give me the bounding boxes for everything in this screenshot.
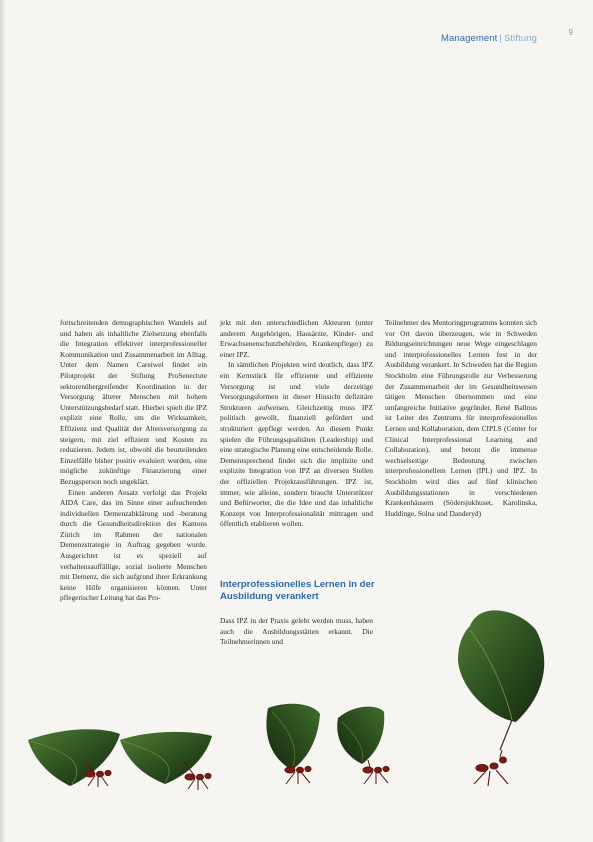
leaf-icon	[266, 704, 320, 770]
paragraph: Teilnehmer des Mentoringprogramms konnten sich vor Ort davon überzeugen, wie in Schweden Bildungseinrichtungen neue Wege eingeschlagen und interprofessionelles Lernen fest in der Ausbildung verankert. In Schweden hat die Region Stockholm eine Führungsrolle zur Verbesserung der Zusammenarbeit der im Gesundheitswesen tätigen Menschen übernommen und eine umfangreiche Initiative gegründet. René Ballnus ist Leiter des Zentrums für interprofessionelles Lernen und Kollaboration, dem CIPLS (Center for Clinical Interprofessional Learning and Collaboration), und betont die immense wechselseitige Bedeutung zwischen interprofessionellem Lernen (IPL) und IPZ. In Stockholm wird dies auf fünf klinischen Ausbildungsstationen in verschiedenen Krankenhäusern (Södersjukhuset, Karolinska, Huddinge, Solna und Danderyd)	[385, 318, 537, 518]
leaf-icon	[458, 610, 544, 750]
leaf-icon	[28, 729, 120, 786]
page-number: 9	[568, 28, 573, 37]
ant-icon	[363, 760, 389, 784]
running-header	[441, 33, 537, 44]
section-subheading: Interprofessionelles Lernen in der Ausbildung verankert	[220, 579, 375, 602]
header-section: Management	[440, 33, 498, 44]
ant-icon	[474, 750, 508, 786]
paragraph: Einen anderen Ansatz verfolgt das Projekt AIDA Care, das im Sinne einer aufsuchenden individuellen Demenzabklärung und -beratung durch die Gesundheitsdirektion des Kantons Zürich im Rahmen der nationalen Demenzstrategie in Auftrag gegeben wurde. Ausgerichtet ist es speziell auf verhaltensauffällige, sozial isolierte Menschen mit Demenz, die sich aufgrund ihrer Erkrankung keine Hilfe organisieren können. Unter pflegerischer Leitung hat das Pro-	[60, 487, 207, 603]
header-separator: |	[499, 33, 502, 44]
leaf-cutter-ants-illustration	[0, 600, 593, 842]
paragraph: Dass IPZ in der Praxis gelebt werden muss, haben auch die Ausbildungsstätten erkannt. Die Teilnehmerinnen und	[220, 616, 373, 647]
header-subsection: Stiftung	[503, 33, 537, 44]
text-column-1	[60, 318, 207, 604]
text-column-3	[385, 318, 537, 519]
leaf-icon	[337, 707, 384, 764]
paragraph: jekt mit den unterschiedlichen Akteuren (unter anderem Angehörigen, Hausärzte, Kinder- und Erwachsenenschutzbehörden, Krankenpfleger) zu einer IPZ.	[220, 318, 373, 359]
text-column-2	[220, 318, 373, 530]
paragraph: In sämtlichen Projekten wird deutlich, dass IPZ ein Kernstück für effiziente und effiziente Versorgung ist und viele derzeitige Versorgungsformen in dieser Hinsicht defizitäre Strukturen aufweisen. Gleichzeitig muss IPZ politisch gewollt, finanziell gefördert und strukturiert gepflegt werden. An diesem Punkt spielen die Führungsqualitäten (Leadership) und eine strategische Planung eine entscheidende Rolle. Dementsprechend findet sich die implizite und explizite Integration von IPZ an diversen Stellen der offiziellen Projektausführungen. IPZ ist, immer, wie alleine, sondern braucht Unterstützer und Befürworter, die die Idee und das inhaltliche Konzept von Interprofessionalität mittragen und öffentlich etablieren wollen.	[220, 360, 373, 529]
paragraph: fortschreitenden demographischen Wandels auf und haben als inhaltliche Zielsetzung ebenfalls die Integration effektiver interprofessioneller Kommunikation und Zusammenarbeit im Alltag. Unter dem Namen Careiwel findet ein Pilotprojekt der Stiftung ProSenectute sektorenübergreifender Koordination in der Versorgung älterer Menschen mit hohem Unterstützungsbedarf statt. Hierbei spielt die IPZ explizit eine Rolle, um die Wirksamkeit, Effizienz und Qualität der Altersversorgung zu steigern, mit ziel effizient und Kosten zu reduzieren. Jedem ist, obwohl die beurteilenden Einzelfälle bisher positiv evaluiert wurden, eine mögliche zukünftige Finanzierung einer Bezugsperson noch ungeklärt.	[60, 318, 207, 486]
